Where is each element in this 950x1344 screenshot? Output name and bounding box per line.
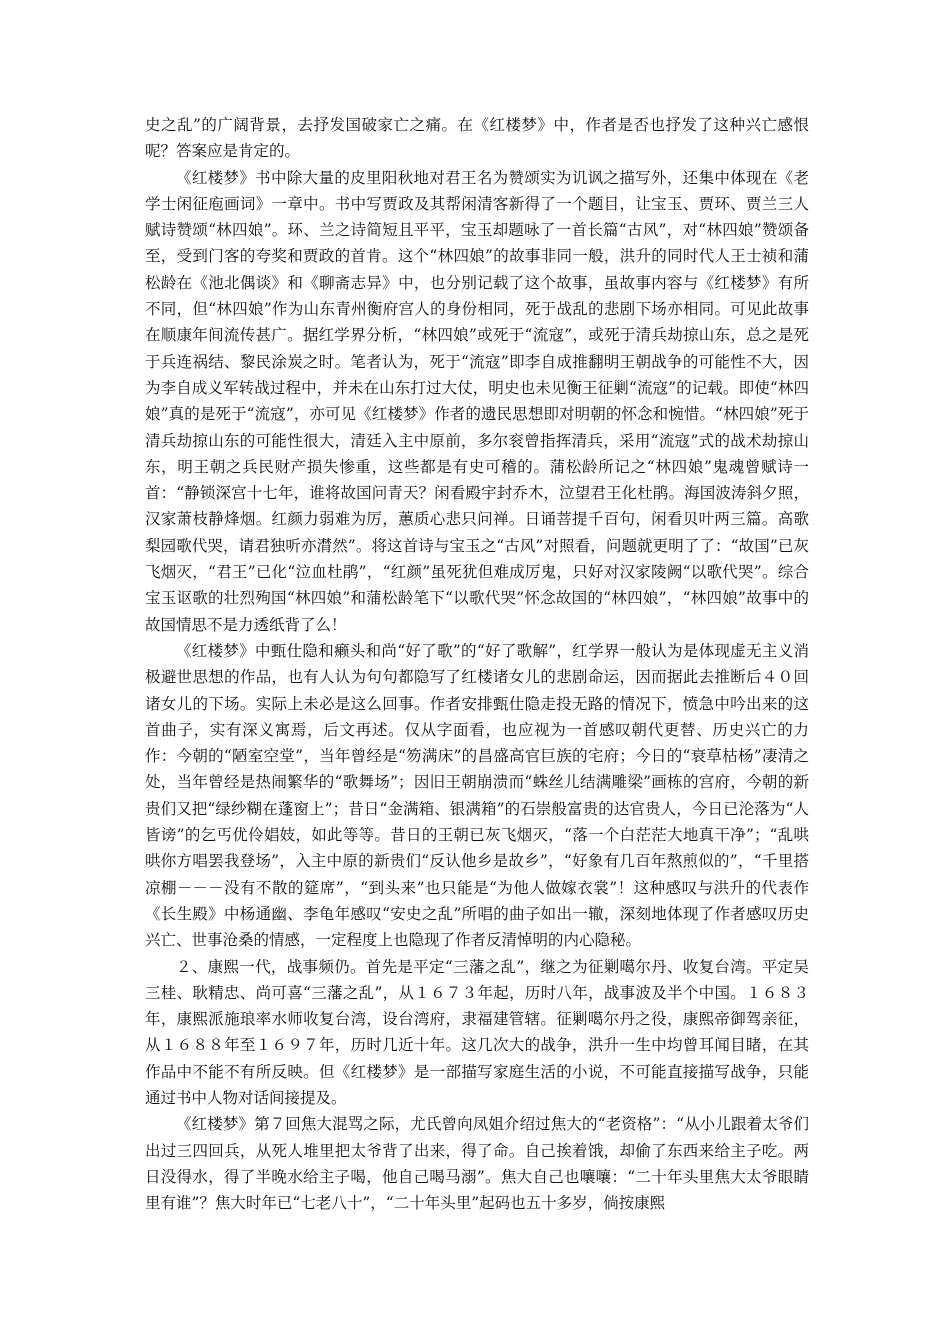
paragraph-jiao-da: 《红楼梦》第７回焦大混骂之际，尤氏曾向凤姐介绍过焦大的“老资格”：“从小儿跟着太爷们出过三四回兵，从死人堆里把太爷背了出来，得了命。自己挨着饿，却偷了东西来给主子吃。两日没得水，得了半晚水给主子喝，他自己喝马溺”。焦大自己也嚷嚷：“二十年头里焦大太爷眼睛里有谁”？焦大时年已“七老八十”，“二十年头里”起码也五十多岁，倘按康熙 <box>145 1115 809 1213</box>
paragraph-continued: 史之乱”的广阔背景，去抒发国破家亡之痛。在《红楼梦》中，作者是否也抒发了这种兴亡感恨呢？答案应是肯定的。 <box>145 116 809 161</box>
document-page <box>145 112 809 1216</box>
paragraph-kangxi-wars: ２、康熙一代，战事频仍。首先是平定“三藩之乱”，继之为征剿噶尔丹、收复台湾。平定吴三桂、耿精忠、尚可喜“三藩之乱”，从１６７３年起，历时八年，战事波及半个中国。１６８３年，康熙派施琅率水师收复台湾，设台湾府，隶福建管辖。征剿噶尔丹之役，康熙帝御驾亲征，从１６８８年至１６９７年，历时几近十年。这几次大的战争，洪升一生中均曾耳闻目睹，在其作品中不能不有所反映。但《红楼梦》是一部描写家庭生活的小说，不可能直接描写战争，只能通过书中人物对话间接提及。 <box>145 957 809 1107</box>
paragraph-hao-le-ge: 《红楼梦》中甄仕隐和癞头和尚“好了歌”的“好了歌解”，红学界一般认为是体现虚无主义消极避世思想的作品，也有人认为句句都隐写了红楼诸女儿的悲剧命运，因而据此去推断后４０回诸女儿的下场。实际上未必是这么回事。作者安排甄仕隐走投无路的情况下，愤急中吟出来的这首曲子，实有深义寓焉，后文再述。仅从字面看，也应视为一首感叹朝代更替、历史兴亡的力作：今朝的“陋室空堂”，当年曾经是“笏满床”的昌盛高官巨族的宅府；今日的“衰草枯杨”凄清之处，当年曾经是热闹繁华的“歌舞场”；因旧王朝崩溃而“蛛丝儿结满雕梁”画栋的宫府，今朝的新贵们又把“绿纱糊在蓬窗上”；昔日“金满箱、银满箱”的石崇般富贵的达官贵人，今日已沦落为“人皆谤”的乞丐优伶娼妓，如此等等。昔日的王朝已灰飞烟灭，“落一个白茫茫大地真干净”；“乱哄哄你方唱罢我登场”，入主中原的新贵们“反认他乡是故乡”，“好象有几百年熬煎似的”，“千里搭凉棚－－－没有不散的筵席”，“到头来”也只能是“为他人做嫁衣裳”！这种感叹与洪升的代表作《长生殿》中杨通幽、李龟年感叹“安史之乱”所唱的曲子如出一辙，深刻地体现了作者感叹历史兴亡、世事沧桑的情感，一定程度上也隐现了作者反清悼明的内心隐秘。 <box>145 641 809 950</box>
paragraph-lin-si-niang: 《红楼梦》书中除大量的皮里阳秋地对君王名为赞颂实为讥讽之描写外，还集中体现在《老学士闲征庖画词》一章中。书中写贾政及其帮闲清客新得了一个题目，让宝玉、贾环、贾兰三人赋诗赞颂“林四娘”。环、兰之诗简短且平平，宝玉却题咏了一首长篇“古风”，对“林四娘”赞颂备至，受到门客的夸奖和贾政的首肯。这个“林四娘”的故事非同一般，洪升的同时代人王士祯和蒲松龄在《池北偶谈》和《聊斋志异》中，也分别记载了这个故事，虽故事内容与《红楼梦》有所不同，但“林四娘”作为山东青州衡府宫人的身份相同，死于战乱的悲剧下场亦相同。可见此故事在顺康年间流传甚广。据红学界分析，“林四娘”或死于“流寇”，或死于清兵劫掠山东，总之是死于兵连祸结、黎民涂炭之时。笔者认为，死于“流寇”即李自成推翻明王朝战争的可能性不大，因为李自成义军转战过程中，并未在山东打过大仗，明史也未见衡王征剿“流寇”的记载。即使“林四娘”真的是死于“流寇”，亦可见《红楼梦》作者的遗民思想即对明朝的怀念和惋惜。“林四娘”死于清兵劫掠山东的可能性很大，清廷入主中原前，多尔衮曾指挥清兵，采用“流寇”式的战术劫掠山东，明王朝之兵民财产损失惨重，这些都是有史可稽的。蒲松龄所记之“林四娘”鬼魂曾赋诗一首：“静锁深宫十七年，谁将故国问青天？闲看殿宇封乔木，泣望君王化杜鹃。海国波涛斜夕照，汉家萧枝静烽烟。红颜力弱难为厉，蕙质心悲只问禅。日诵菩提千百句，闲看贝叶两三篇。高歌梨园歌代哭，请君独听亦潸然”。将这首诗与宝玉之“古风”对照看，问题就更明了了：“故国”已灰飞烟灭，“君王”已化“泣血杜鹃”，“红颜”虽死犹但难成厉鬼，只好对汉家陵阙“以歌代哭”。综合宝玉讴歌的壮烈殉国“林四娘”和蒲松龄笔下“以歌代哭”怀念故国的“林四娘”，“林四娘”故事中的故国情思不是力透纸背了么！ <box>145 168 809 634</box>
